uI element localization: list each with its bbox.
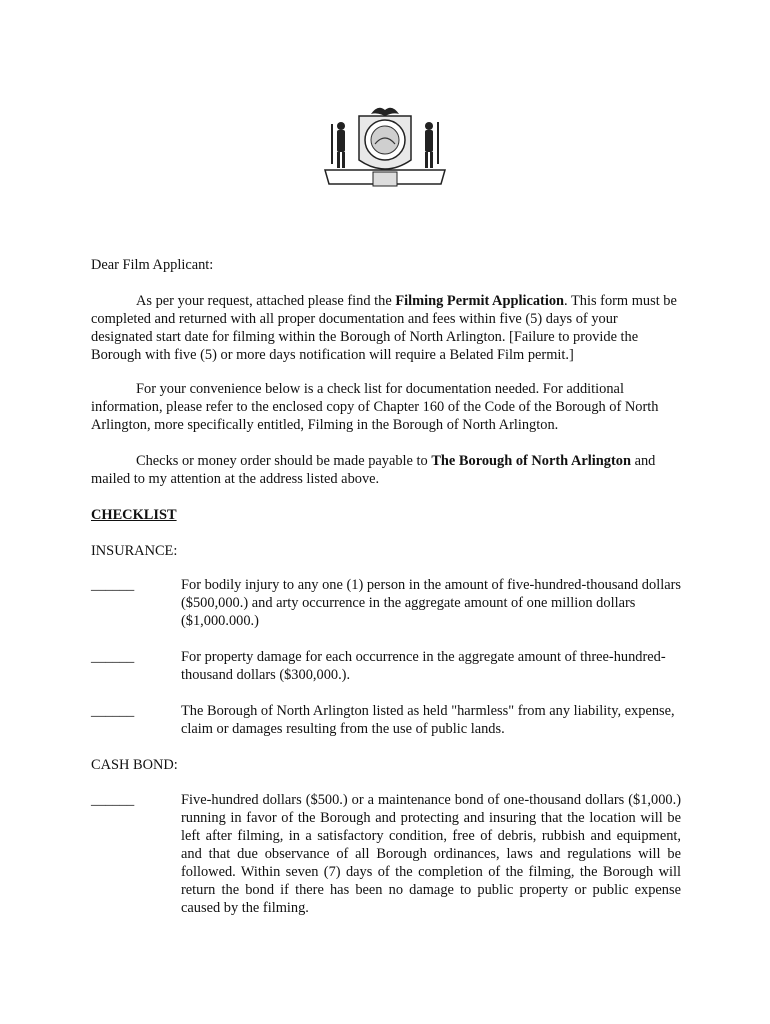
payment-text-end: and mailed to my attention at the address listed above. (91, 453, 656, 487)
checkbox-blank-line[interactable]: ______ (91, 577, 135, 593)
intro-paragraph (91, 292, 679, 364)
borough-seal-logo (323, 104, 447, 193)
checkbox-blank-line[interactable]: ______ (91, 649, 135, 665)
checkbox-blank-line[interactable]: ______ (91, 792, 135, 808)
insurance-item-text: For property damage for each occurrence in the aggregate amount of three-hundred-thousand dollars ($300,000.). (181, 649, 666, 683)
payment-text-start: Checks or money order should be made payable to (136, 453, 432, 469)
convenience-paragraph: For your convenience below is a check list for documentation needed. For additional information, please refer to the enclosed copy of Chapter 160 of the Code of the Borough of North Arlington, more specifically entitled, Filming in the Borough of North Arlington. (91, 381, 659, 433)
insurance-item-text: For bodily injury to any one (1) person in the amount of five-hundred-thousand dollars ($500,000.) and arty occurrence in the aggregate amount of one million dollars ($1,000.000.) (181, 577, 681, 629)
intro-text-start: As per your request, attached please find the (136, 293, 396, 309)
insurance-label: INSURANCE: (91, 543, 178, 559)
payee-name: The Borough of North Arlington (431, 453, 631, 469)
payment-paragraph (91, 452, 679, 488)
cash-bond-text: Five-hundred dollars ($500.) or a maintenance bond of one-thousand dollars ($1,000.) running in favor of the Borough and protecting and insuring that the location will be left after filming, in a satisfactory condition, free of debris, rubbish and equipment, and that due observance of all Borough ordinances, laws and regulations will be followed. Within seven (7) days of the completion of the filming, the Borough will return the bond if there has been no damage to public property or public expense caused by the filming. (181, 792, 681, 916)
checklist-heading: CHECKLIST (91, 507, 177, 523)
cash-bond-label: CASH BOND: (91, 757, 178, 773)
salutation: Dear Film Applicant: (91, 257, 214, 273)
checkbox-blank-line[interactable]: ______ (91, 703, 135, 719)
permit-application-title: Filming Permit Application (395, 293, 565, 309)
intro-text-end: . This form must be completed and returned with all proper documentation and fees within five (5) days of your designated start date for filming within the Borough of North Arlington. [Failure to provide the Borough with five (5) or more days notification will require a Belated Film permit.] (91, 293, 677, 363)
insurance-item-text: The Borough of North Arlington listed as held "harmless" from any liability, expense, claim or damages resulting from the use of public lands. (181, 703, 675, 737)
